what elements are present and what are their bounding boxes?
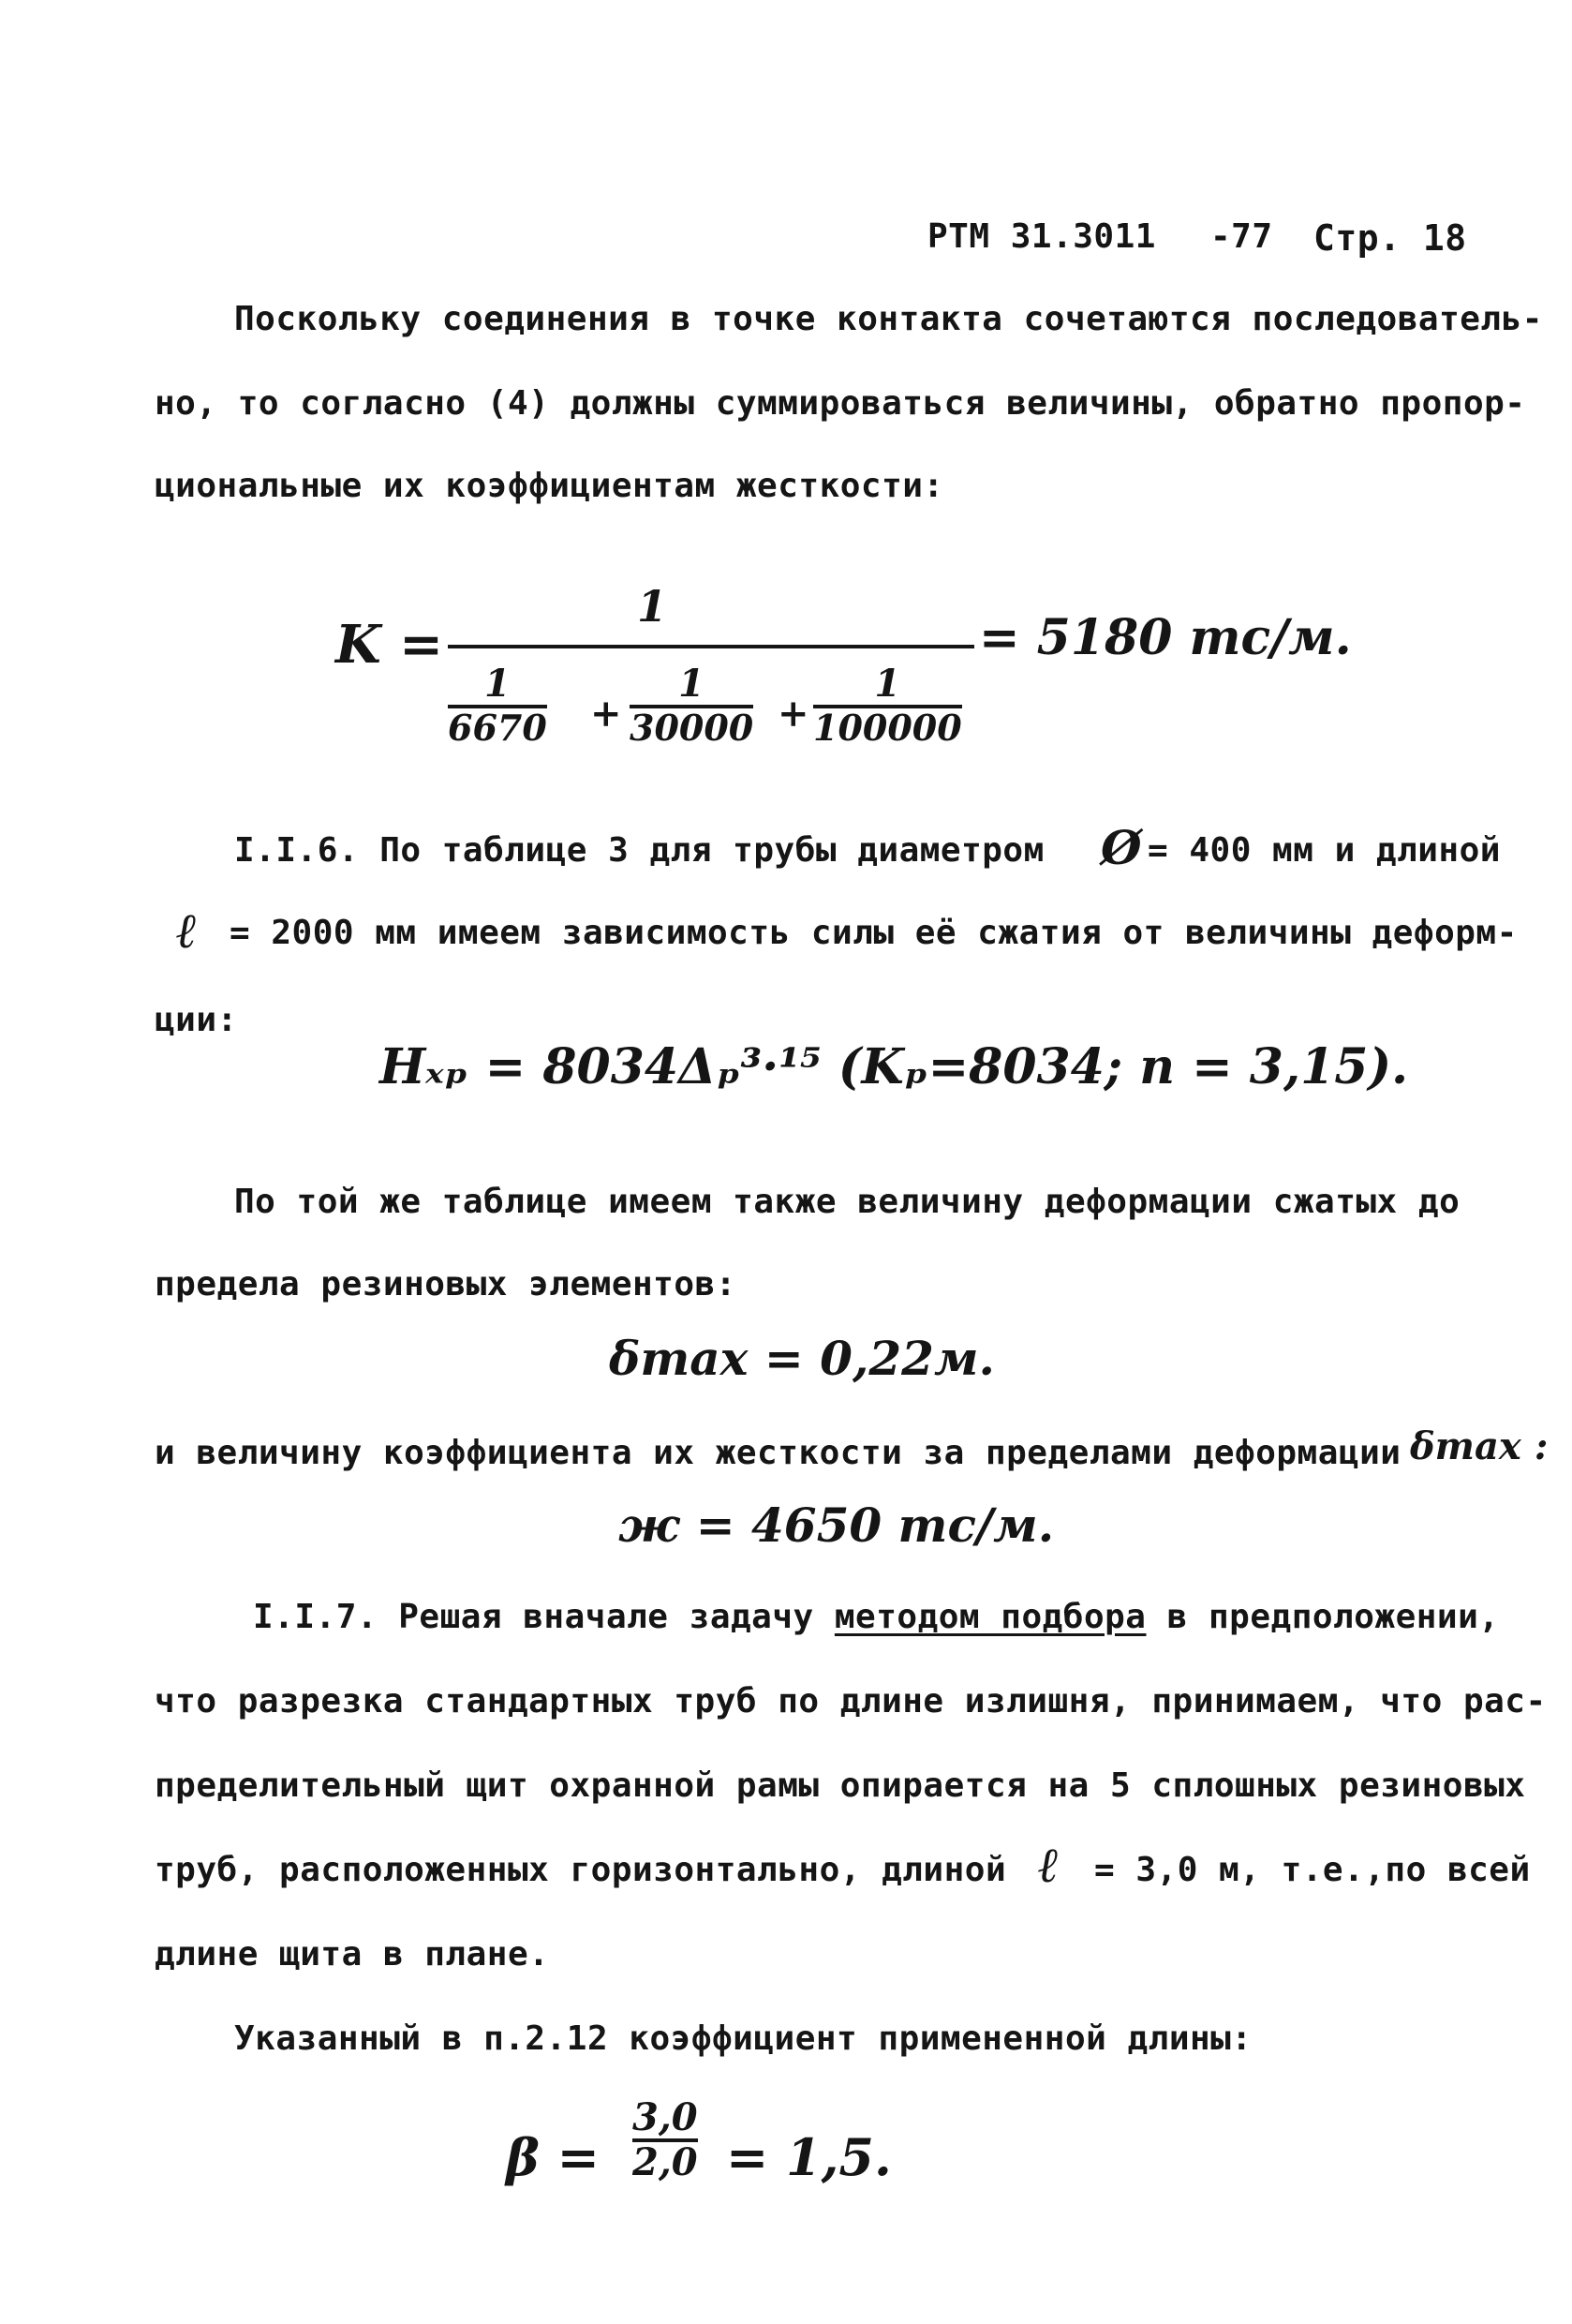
sec117-line1-b: в предположении, xyxy=(1146,1598,1500,1636)
term2-den: 30000 xyxy=(630,707,754,749)
term2-num: 1 xyxy=(678,662,705,706)
para2-line1: По той же таблице имеем также величину деформации сжатых до xyxy=(234,1183,1461,1221)
header-code: РТМ 31.3011 xyxy=(927,217,1156,256)
formula-k-term-2 xyxy=(630,663,753,748)
delta-max-symbol: δmax : xyxy=(1410,1424,1549,1468)
formula-zh: ж = 4650 тс/м. xyxy=(618,1497,1055,1553)
sec116-line1-b: = 400 мм и длиной xyxy=(1148,831,1501,870)
term1-num: 1 xyxy=(483,662,511,706)
diameter-symbol: Ø xyxy=(1101,820,1142,875)
plus-1: + xyxy=(590,692,622,736)
para2-line3: и величину коэффициента их жесткости за пределами деформации xyxy=(155,1434,1401,1472)
para2-line2: предела резиновых элементов: xyxy=(155,1265,736,1304)
formula-beta-result: = 1,5. xyxy=(726,2127,892,2187)
sec116-line2: = 2000 мм имеем зависимость силы её сжатия от величины деформ- xyxy=(230,914,1518,952)
sec117-line3: пределительный щит охранной рамы опирается на 5 сплошных резиновых xyxy=(155,1766,1526,1805)
formula-k-term-3 xyxy=(813,663,962,748)
header-page: Стр. 18 xyxy=(1313,217,1467,259)
term3-den: 100000 xyxy=(813,707,962,749)
header-year: -77 xyxy=(1210,217,1273,256)
formula-delta: δmax = 0,22м. xyxy=(609,1331,995,1386)
plus-2: + xyxy=(778,692,809,736)
para1-line3: циональные их коэффициентам жесткости: xyxy=(155,467,944,505)
sec117-line5: длине щита в плане. xyxy=(155,1935,550,1974)
formula-k-term-1 xyxy=(448,663,547,748)
term1-den: 6670 xyxy=(448,707,547,749)
sec117-line2: что разрезка стандартных труб по длине излишня, принимаем, что рас- xyxy=(155,1682,1547,1721)
sec117-method-underlined: методом подбора xyxy=(834,1598,1147,1636)
sec117-line1-a: I.I.7. Решая вначале задачу xyxy=(253,1598,835,1636)
beta-den: 2,0 xyxy=(632,2140,698,2184)
term3-num: 1 xyxy=(874,662,901,706)
length-symbol: ℓ xyxy=(176,902,198,960)
formula-h: Hₓₚ = 8034Δₚ³·¹⁵ (Kₚ=8034; n = 3,15). xyxy=(379,1038,1409,1095)
length-symbol-2: ℓ xyxy=(1038,1837,1060,1894)
sec117-line4-b: = 3,0 м, т.е.,по всей xyxy=(1094,1851,1531,1889)
formula-k-lhs: K = xyxy=(335,614,444,676)
formula-k-main-bar xyxy=(448,645,974,648)
sec117-line1 xyxy=(253,1598,1499,1636)
para1-line1: Поскольку соединения в точке контакта сочетаются последователь- xyxy=(234,300,1543,338)
formula-k-main-numerator: 1 xyxy=(637,581,668,632)
para1-line2: но, то согласно (4) должны суммироваться величины, обратно пропор- xyxy=(155,384,1526,423)
para3-line1: Указанный в п.2.12 коэффициент примененной длины: xyxy=(234,2019,1253,2058)
sec116-line1-a: I.I.6. По таблице 3 для трубы диаметром xyxy=(234,831,1045,870)
formula-beta-fraction xyxy=(632,2097,698,2183)
beta-num: 3,0 xyxy=(632,2095,698,2139)
sec116-line3: ции: xyxy=(155,1001,238,1039)
sec117-line4-a: труб, расположенных горизонтально, длиной xyxy=(155,1851,1007,1889)
formula-k-result: = 5180 тс/м. xyxy=(979,609,1352,666)
formula-beta-lhs: β = xyxy=(506,2127,600,2187)
